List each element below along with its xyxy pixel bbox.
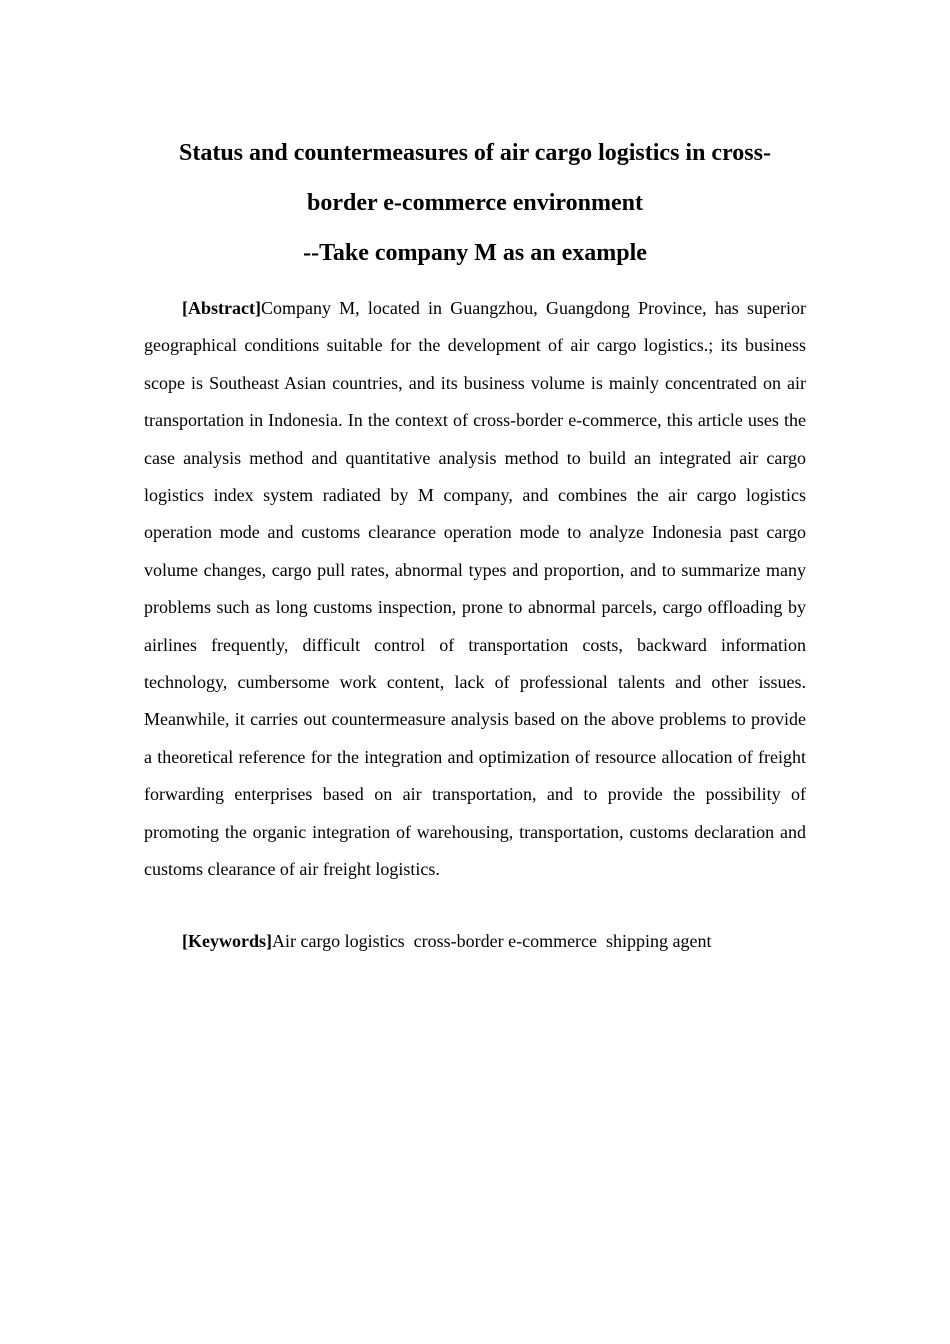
abstract-text: Company M, located in Guangzhou, Guangdong Province, has superior geographical conditions suitable for the development of air cargo logistics.; its business scope is Southeast Asian countries, and its business volume is mainly concentrated on air transportation in Indonesia. In the context of cross-border e-commerce, this article uses the case analysis method and quantitative analysis method to build an integrated air cargo logistics index system radiated by M company, and combines the air cargo logistics operation mode and customs clearance operation mode to analyze Indonesia past cargo volume changes, cargo pull rates, abnormal types and proportion, and to summarize many problems such as long customs inspection, prone to abnormal parcels, cargo offloading by airlines frequently, difficult control of transportation costs, backward information technology, cumbersome work content, lack of professional talents and other issues. Meanwhile, it carries out countermeasure analysis based on the above problems to provide a theoretical reference for the integration and optimization of resource allocation of freight forwarding enterprises based on air transportation, and to provide the possibility of promoting the organic integration of warehousing, transportation, customs declaration and customs clearance of air freight logistics. (144, 298, 806, 880)
abstract-label: [Abstract] (182, 298, 261, 318)
keywords-text: Air cargo logistics cross-border e-commerce shipping agent (271, 930, 712, 951)
abstract-paragraph (144, 290, 806, 889)
document-title: Status and countermeasures of air cargo logistics in cross-border e-commerce environment (179, 140, 771, 216)
keywords-paragraph (144, 923, 806, 960)
document-subtitle: --Take company M as an example (303, 240, 647, 266)
document-page (144, 128, 806, 960)
keywords-label: [Keywords] (182, 930, 272, 951)
